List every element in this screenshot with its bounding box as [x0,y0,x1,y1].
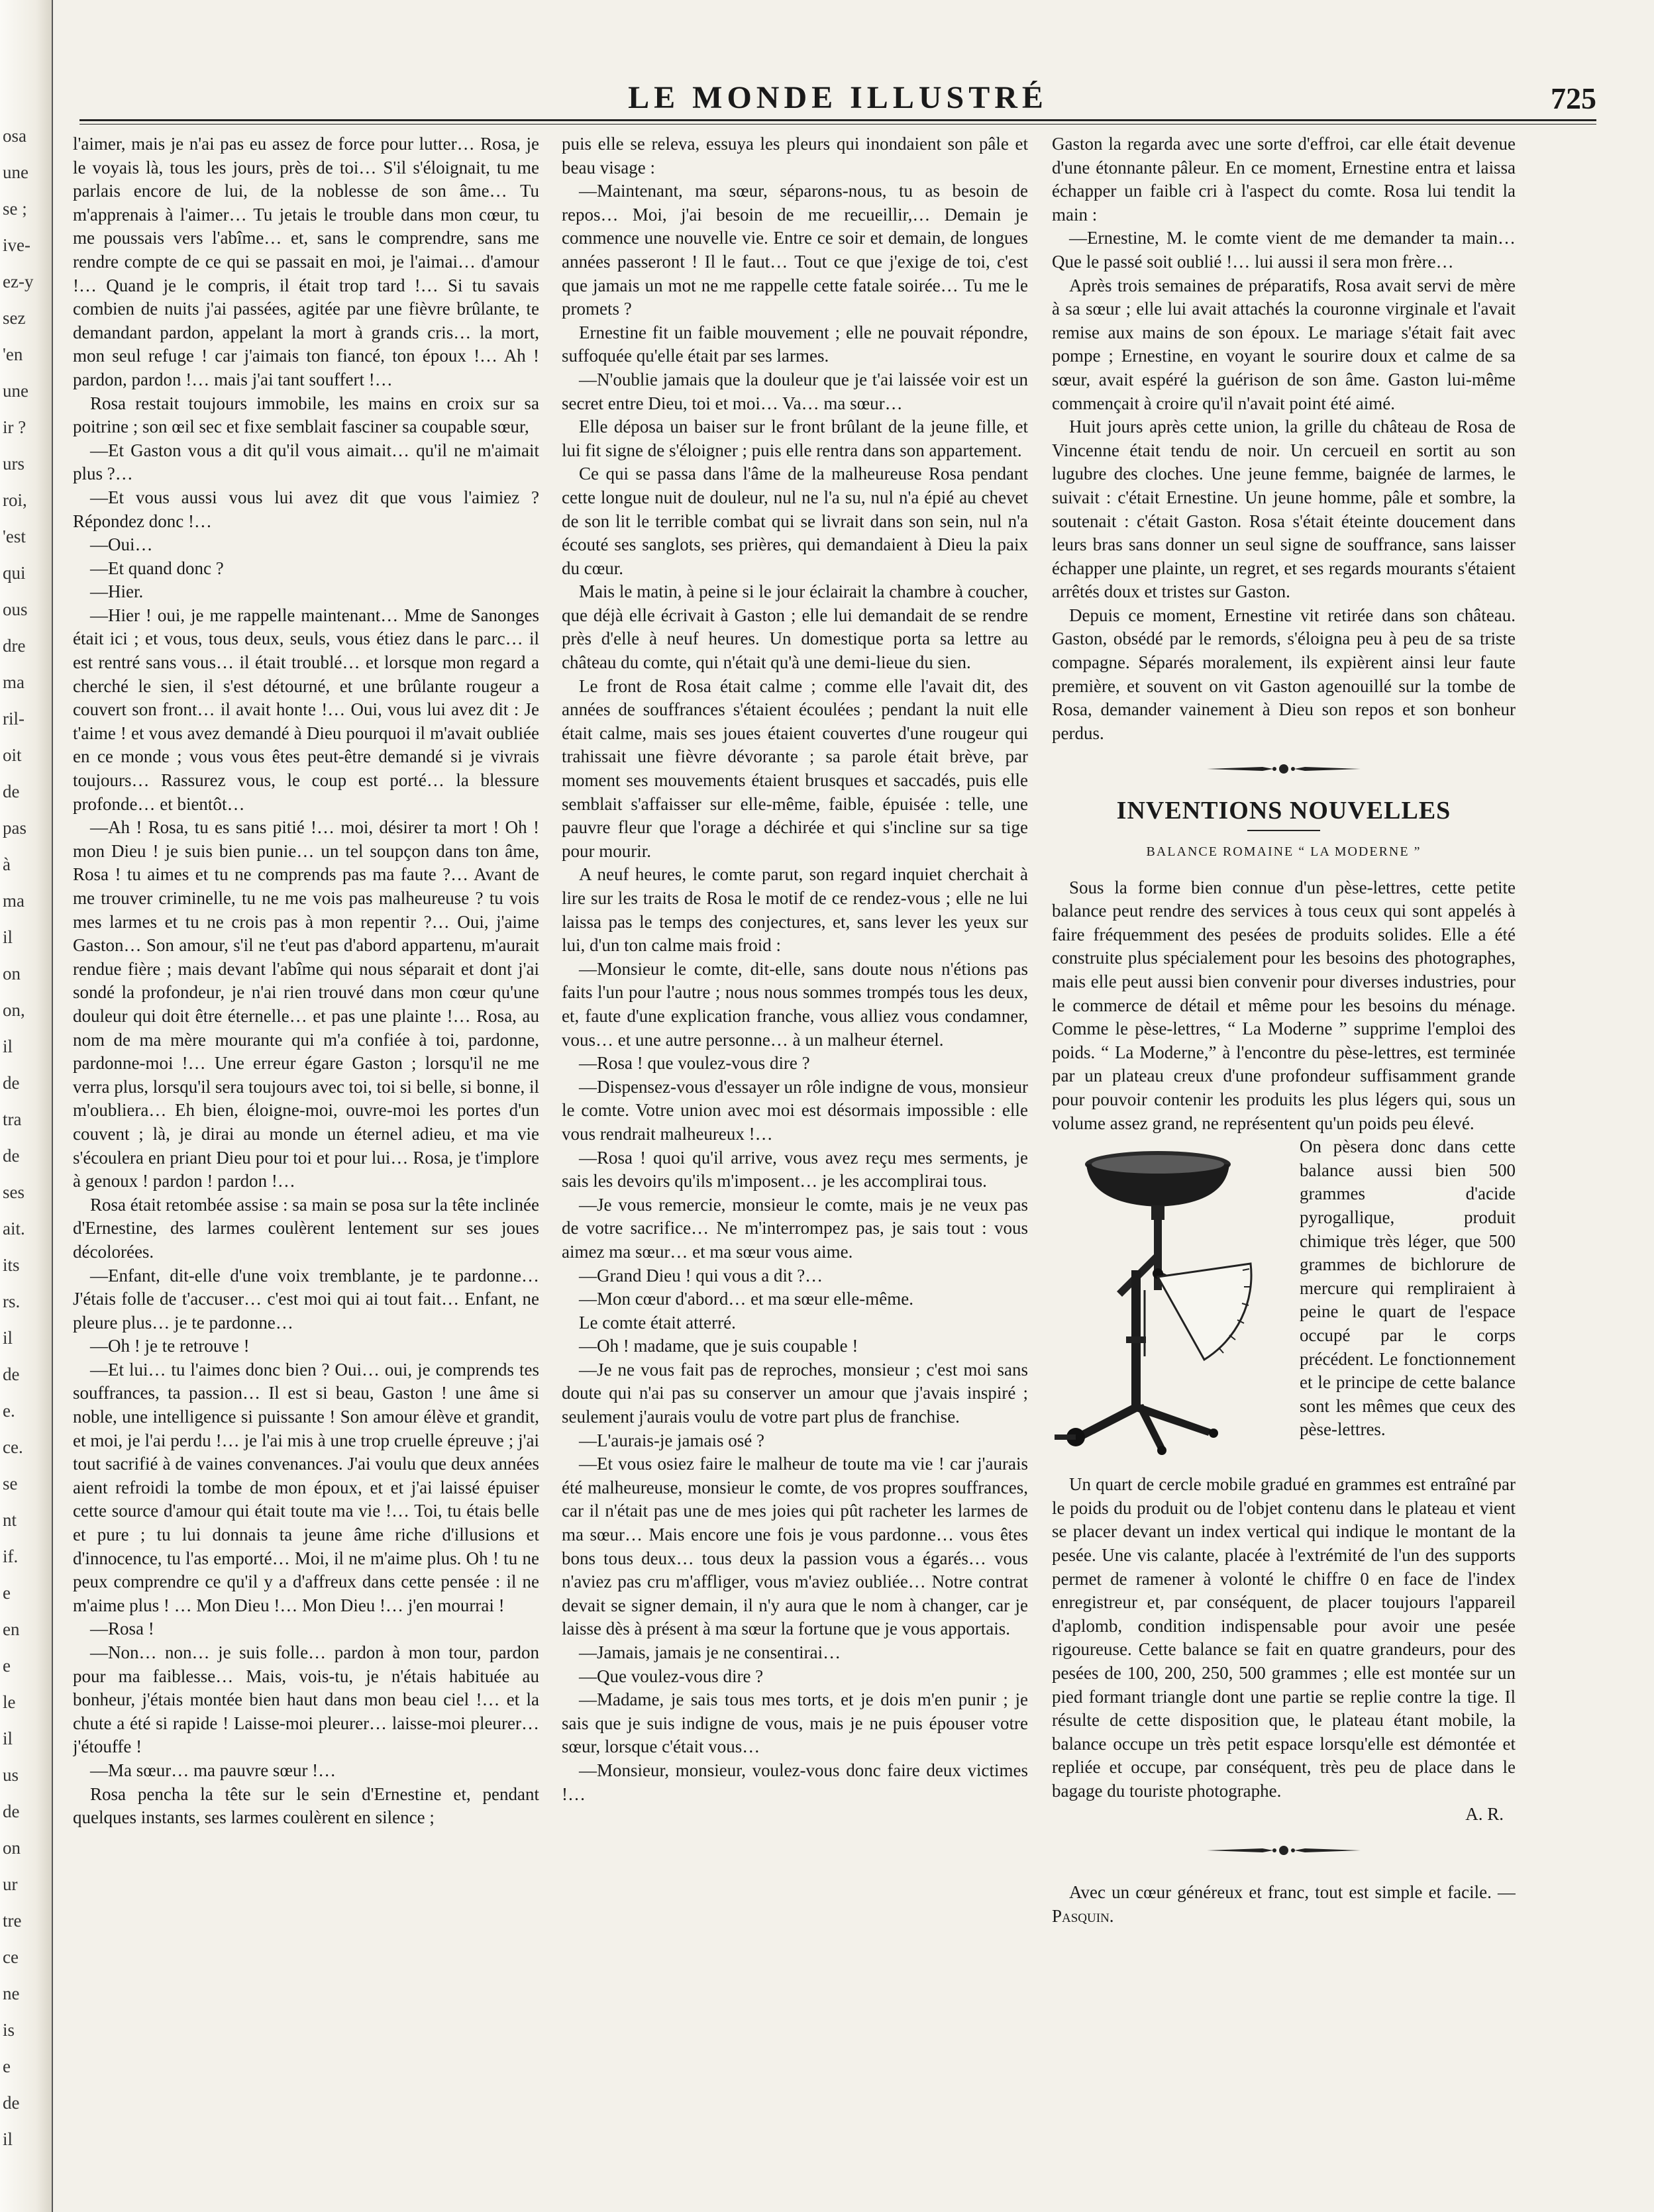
col2-paragraph: —N'oublie jamais que la douleur que je t'ai laissée voir est un secret entre Dieu, toi et moi… Va… ma sœur… [562,369,1028,413]
col1-paragraph: l'aimer, mais je n'ai pas eu assez de force pour lutter… Rosa, je le voyais là, tous les jours, près de toi… S'il s'éloignait, tu me parlais encore de lui, de la noblesse de son âme… Tu m'apprenais à l'aimer… Tu jetais le trouble dans mon cœur, tu me poussais vers l'abîme… et, sans le comprendre, sans me rendre compte de ce qui se passait en moi, je l'aimai… d'amour !… Quand je le compris, il était trop tard !… Si tu savais combien de nuits j'ai passées, agitée par une fièvre brûlante, te demandant pardon, appelant la mort à grands cris… la mort, mon seul refuge ! car j'aimais ton fiancé, ton époux !… Ah ! pardon, pardon !… mais j'ai tant souffert !… [73,134,539,389]
edge-fragment: se ; [3,199,27,219]
edge-fragment: e [3,1656,11,1676]
edge-fragment: ez-y [3,272,34,291]
article-signature: A. R. [1465,1804,1504,1825]
edge-fragment: une [3,381,28,401]
col1-paragraph: —Hier ! oui, je me rappelle maintenant… Mme de Sanonges était ici ; et vous, tous deux, seuls, vous étiez dans le parc… il est rentré sans vous… il était troublé… et lorsque mon regard a cherché le sien, il s'est détourné, et une brûlante rougeur a couvert son front… il avait honte !… Oui, vous lui avez dit : Je t'aime ! et vous avez demandé à Dieu pourquoi il m'avait oubliée en ce monde ; vous vous êtes peut-être demandé si je vivrais toujours… Rassurez vous, le coup est porté… la blessure profonde… et bientôt… [73,605,539,814]
edge-fragment: en [3,1619,20,1639]
col2-paragraph: —Grand Dieu ! qui vous a dit ?… [579,1265,823,1285]
col1-paragraph: —Rosa ! [90,1619,154,1639]
col1-paragraph: Rosa restait toujours immobile, les mains en croix sur sa poitrine ; son œil sec et fixe semblait fasciner sa coupable sœur, [73,393,539,437]
edge-fragment: ait. [3,1219,25,1238]
edge-fragment: ir ? [3,417,26,437]
edge-fragment: ce [3,1947,19,1967]
edge-fragment: ma [3,672,25,692]
col1-paragraph: —Et quand donc ? [90,558,224,578]
text-column-3 [1052,132,1516,2159]
col2-paragraph: Le comte était atterré. [579,1312,736,1332]
edge-fragment: e [3,2056,11,2076]
section-subtitle: BALANCE ROMAINE “ LA MODERNE ” [1146,844,1421,860]
edge-fragment: its [3,1255,20,1275]
col2-paragraph: puis elle se releva, essuya les pleurs qui inondaient son pâle et beau visage : [562,134,1028,177]
inventions-paragraph-1: Sous la forme bien connue d'un pèse-lettres, cette petite balance peut rendre des services à tous ceux qui sont appelés à faire fréquemment des pesées de produits solides. Elle a été construite plus spécialement pour les besoins des photographes, mais elle peut aussi bien convenir pour diverses industries, pour le commerce de détail et même pour les besoins du ménage. Comme le pèse-lettres, “ La Moderne ” supprime l'emploi des poids. “ La Moderne,” à l'encontre du pèse-lettres, est terminée par un plateau creux d'une profondeur suffisamment grande pour pouvoir contenir les produits les plus légers qui, sous un volume assez grand, ne représentent qu'un poids peu élevé. [1052,877,1516,1133]
edge-fragment: tre [3,1911,22,1931]
text-column-1 [73,132,539,2159]
journal-title: LE MONDE ILLUSTRÉ [628,80,1048,115]
header-rule-thin [79,124,1596,125]
edge-fragment: à [3,854,11,874]
col1-paragraph: —Et Gaston vous a dit qu'il vous aimait… qu'il ne m'aimait plus ?… [73,440,539,484]
edge-fragment: une [3,162,28,182]
edge-fragment: tra [3,1109,22,1129]
col1-paragraph: —Ah ! Rosa, tu es sans pitié !… moi, désirer ta mort ! Oh ! mon Dieu ! je suis bien punie… un tel soupçon dans ton âme, Rosa ! tu aimes et tu ne comprends pas ma faute ?… Avant de me trouver criminelle, tu ne me vois pas malheureuse ? tu vois mes larmes et tu ne crois pas à mon repentir ?… Oui, j'aime Gaston… Son amour, s'il ne t'eut pas d'abord appartenu, m'aurait rendue fière ; mais devant l'abîme qui nous séparait et dont j'ai sondé la profondeur, je n'ai rien trouvé dans mon cœur qu'une douleur qui doit être éternelle… et pas une plainte !… Rosa, au nom de ma mère mourante qui m'a confiée à toi, pardonne, pardonne-moi !… Une erreur égare Gaston ; lorsqu'il ne me verra plus, lorsqu'il sera toujours avec toi, toi si belle, si bonne, il m'oubliera… Eh bien, éloigne-moi, ouvre-moi les portes d'un couvent ; là, je dirai au monde un éternel adieu, et ma vie s'écoulera en priant Dieu pour toi et pour lui… Rosa, je t'implore à genoux ! pardon ! pardon !… [73,817,539,1191]
text-column-2 [562,132,1028,2159]
col2-paragraph: Mais le matin, à peine si le jour éclairait la chambre à coucher, que déjà elle écrivait à Gaston ; elle lui demandait de se rendre près d'elle à neuf heures. Un domestique porta sa lettre au château du comte, qui n'était qu'à une demi-lieue du sien. [562,581,1028,673]
col2-paragraph: —Jamais, jamais je ne consentirai… [579,1642,841,1662]
edge-fragment: il [3,2129,13,2149]
col2-paragraph: A neuf heures, le comte parut, son regard inquiet cherchait à lire sur les traits de Rosa le motif de ce rendez-vous ; elle ne lui laissa pas le temps des conjectures, et, sans lever les yeux sur lui, d'un ton calme mais froid : [562,864,1028,956]
col1-paragraph: —Ma sœur… ma pauvre sœur !… [90,1760,336,1780]
figure-row [1052,1135,1516,1473]
edge-fragment: ma [3,891,25,911]
col1-paragraph: —Et vous aussi vous lui avez dit que vous l'aimiez ? Répondez donc !… [73,487,539,531]
col2-paragraph: —Oh ! madame, que je suis coupable ! [579,1336,858,1356]
page-number: 725 [1551,81,1596,115]
edge-fragment: roi, [3,490,27,510]
scale-drawing [1052,1138,1290,1469]
col1-paragraph: Rosa était retombée assise : sa main se posa sur la tête inclinée d'Ernestine, des larmes coulèrent lentement sur ses joues décolorées. [73,1194,539,1262]
col2-paragraph: —Que voulez-vous dire ? [579,1666,764,1686]
col2-paragraph: —Rosa ! quoi qu'il arrive, vous avez reçu mes serments, je sais les devoirs qu'ils m'imposent… je les accomplirai tous. [562,1147,1028,1191]
inventions-paragraph-2: On pèsera donc dans cette balance aussi bien 500 grammes d'acide pyrogallique, produit chimique très léger, que 500 grammes de bichlorure de mercure qui rempliraient à peine le quart de l'espace occupé par le corps précédent. Le fonctionnement et le principe de cette balance sont les mêmes que ceux des pèse-lettres. [1300,1136,1516,1440]
edge-fragment: il [3,1328,13,1348]
col2-paragraph: —Je vous remercie, monsieur le comte, mais je ne veux pas de votre sacrifice… Ne m'interrompez pas, je sais tout : vous aimez ma sœur… et ma sœur vous aime. [562,1194,1028,1262]
edge-fragment: 'en [3,344,23,364]
edge-fragment: dre [3,636,26,656]
section-title: INVENTIONS NOUVELLES [1116,797,1451,825]
edge-fragment: oit [3,745,22,765]
page-header [79,78,1596,118]
edge-fragment: ous [3,599,28,619]
edge-fragment: sez [3,308,26,328]
edge-fragment: le [3,1692,16,1712]
divider-ornament-icon [1204,1842,1363,1858]
edge-fragment: ses [3,1182,25,1202]
col2-paragraph: —Monsieur le comte, dit-elle, sans doute nous n'étions pas faits l'un pour l'autre ; nous nous sommes trompés tous les deux, et, faute d'une explication franche, vous alliez vous condamner, vous… et une autre personne… à un malheur éternel. [562,958,1028,1050]
inventions-paragraph-3: Un quart de cercle mobile gradué en grammes est entraîné par le poids du produit ou de l'objet contenu dans le plateau et vient se placer devant un index vertical qui indique le montant de la pesée. Une vis calante, placée à l'extrémité de l'un des supports permet de ramener à volonté le chiffre 0 en face de l'index enregistreur et, par conséquent, de placer toujours l'appareil d'aplomb, condition indispensable pour avoir une pesée rigoureuse. Cette balance se fait en quatre grandeurs, pour des pesées de 100, 200, 250, 500 grammes ; elle est montée sur un pied formant triangle dont une partie se replie contre la tige. Il résulte de cette disposition que, le plateau étant mobile, la balance occupe un très petit espace lorsqu'elle est démontée et repliée et occupe, par conséquent, très peu de place dans le bagage du touriste photographe. [1052,1474,1516,1801]
edge-fragment: ive- [3,235,30,255]
quote-text: Avec un cœur généreux et franc, tout est simple et facile. [1069,1882,1492,1903]
col2-paragraph: Ernestine fit un faible mouvement ; elle ne pouvait répondre, suffoquée qu'elle était par ses larmes. [562,322,1028,366]
edge-fragment: nt [3,1510,17,1530]
edge-fragment: e [3,1583,11,1603]
col1-paragraph: —Oui… [90,534,153,555]
edge-fragment: ce. [3,1437,23,1457]
edge-fragment: is [3,2020,15,2040]
edge-fragment: de [3,2093,20,2113]
section-title-rule [1247,830,1320,831]
edge-fragment: pas [3,818,26,838]
col1-paragraph: —Enfant, dit-elle d'une voix tremblante, je te pardonne… J'étais folle de t'accuser… c'est moi qui ai tout fait… Enfant, ne pleure plus… je te pardonne… [73,1265,539,1332]
edge-fragment: il [3,1729,13,1748]
header-rule [79,119,1596,121]
edge-fragment: de [3,1364,20,1384]
story-conclusion [1052,132,1516,745]
col2-paragraph: Ce qui se passa dans l'âme de la malheureuse Rosa pendant cette longue nuit de douleur, nul ne l'a su, nul n'a épié au chevet de son lit le terrible combat qui se livrait dans son sein, nul n'a écouté ses sanglots, ses prières, qui demandaient à Dieu la paix du cœur. [562,464,1028,578]
col2-paragraph: —Dispensez-vous d'essayer un rôle indigne de vous, monsieur le comte. Votre union avec moi est désormais impossible : elle vous rendrait malheureux !… [562,1076,1028,1144]
edge-fragment: urs [3,454,25,474]
edge-fragment: de [3,781,20,801]
col1-paragraph: —Hier. [90,581,144,602]
col2-paragraph: Le front de Rosa était calme ; comme elle l'avait dit, des années de souffrances s'étaient écoulées ; pendant la nuit elle était calme, mais ses joues étaient couvertes d'une rougeur qui trahissait une fièvre dévorante ; sa parole était brève, par moment ses mouvements étaient brusques et saccadés, puis elle semblait s'affaisser sur elle-même, faible, épuisée : telle, une pauvre fleur que l'orage a déchirée et qui s'incline sur sa tige pour mourir. [562,676,1028,861]
col1-paragraph: —Et lui… tu l'aimes donc bien ? Oui… oui, je comprends tes souffrances, ta passion… Il est si beau, Gaston ! une âme si noble, une intelligence si puissante ! Son amour élève et grandit, et moi, je l'ai perdu !… je l'ai mis à une trop cruelle épreuve ; j'ai tout sacrifié à de vaines convenances. J'ai voulu que deux années aient refroidi la tombe de mon époux, et et j'ai laissé épuiser cette source d'amour qui était toute ma vie !… Toi, tu étais belle et pure ; tu lui donnais ta jeune âme riche d'illusions et d'innocence, tu l'as emporté… Moi, il ne m'aime plus. Oh ! tu ne peux comprendre ce qu'il y a d'affreux dans cette pensée : il ne m'aime plus ! … Mon Dieu !… Mon Dieu !… j'en mourrai ! [73,1359,539,1615]
col1-paragraph: Rosa pencha la tête sur le sein d'Ernestine et, pendant quelques instants, ses larmes coulèrent en silence ; [73,1784,539,1828]
edge-fragment: e. [3,1401,15,1421]
col2-paragraph: —L'aurais-je jamais osé ? [579,1430,765,1450]
col3-paragraph: Gaston la regarda avec une sorte d'effroi, car elle était devenue d'une étonnante pâleur. En ce moment, Ernestine entra et laissa échapper un faible cri à l'aspect du comte. Rosa lui tendit la main : [1052,134,1516,225]
col1-paragraph: —Non… non… je suis folle… pardon à mon tour, pardon pour ma faiblesse… Mais, vois-tu, je n'étais habituée au bonheur, j'étais montée bien haut dans mon beau ciel !… et la chute a été si rapide ! Laisse-moi pleurer… laisse-moi pleurer… j'étouffe ! [73,1642,539,1757]
edge-fragment: 'est [3,527,26,546]
edge-fragment: se [3,1474,18,1493]
col2-paragraph: —Mon cœur d'abord… et ma sœur elle-même. [579,1289,913,1309]
scale-illustration [1052,1138,1290,1469]
col2-paragraph: —Monsieur, monsieur, voulez-vous donc faire deux victimes !… [562,1760,1028,1804]
col2-paragraph: —Et vous osiez faire le malheur de toute ma vie ! car j'aurais été malheureuse, monsieur le comte, de vos propres souffrances, car il n'était pas une de mes joies qui pût racheter les larmes de ma sœur… Mais encore une fois je vous pardonne… vous êtes bons tous deux… tous deux la passion vous a égarés… vous n'aviez pas cru m'affliger, vous m'aviez oubliée… Notre contrat devait se signer demain, il n'y aura que le nom à changer, car je laisse dès à présent à ma sœur la fortune que je vous apportais. [562,1454,1028,1639]
edge-fragment: rs. [3,1291,21,1311]
col3-paragraph: Après trois semaines de préparatifs, Rosa avait servi de mère à sa sœur ; elle lui avait attachés la couronne virginale et l'avait remise aux mains de son époux. Le mariage s'était fait avec pompe ; Ernestine, en voyant le sourire doux et calme de sa sœur, avait espéré la guérison de son âme. Gaston lui-même commençait à croire qu'il n'avait point été aimé. [1052,275,1516,413]
col1-paragraph: —Oh ! je te retrouve ! [90,1336,250,1356]
divider-ornament-icon [1204,761,1363,777]
edge-fragment: on, [3,1000,25,1020]
col2-paragraph: —Je ne vous fait pas de reproches, monsieur ; c'est moi sans doute qui n'ai pas su conserver un amour que j'avais inspiré ; seulement j'aurais voulu de votre part plus de franchise. [562,1359,1028,1427]
edge-fragment: de [3,1073,20,1093]
edge-fragment: on [3,964,21,983]
edge-fragment: ur [3,1874,18,1894]
col3-paragraph: Depuis ce moment, Ernestine vit retirée dans son château. Gaston, obsédé par le remords, s'éloigna peu à peu de sa triste compagne. Séparés moralement, ils expièrent ainsi leur faute première, et souvent on vit Gaston agenouillé sur la tombe de Rosa, demander vainement à Dieu son repos et son bonheur perdus. [1052,605,1516,743]
edge-fragment: de [3,1146,20,1166]
edge-fragment: il [3,927,13,947]
col3-paragraph: —Ernestine, M. le comte vient de me demander ta main… Que le passé soit oublié !… lui aussi il sera mon frère… [1052,228,1516,272]
col2-paragraph: —Maintenant, ma sœur, séparons-nous, tu as besoin de repos… Moi, j'ai besoin de me recueillir,… Demain je commence une nouvelle vie. Entre ce soir et demain, de longues années passeront ! Il le faut… Tout ce que j'exige de toi, c'est que jamais un mot ne me rappelle cette fatale soirée… Tu me le promets ? [562,181,1028,319]
col2-paragraph: —Rosa ! que voulez-vous dire ? [579,1053,810,1074]
edge-fragment: on [3,1838,21,1858]
quote-author: —Pasquin. [1052,1882,1516,1926]
edge-fragment: osa [3,126,26,146]
edge-fragment: il [3,1036,13,1056]
edge-fragment: ril- [3,709,25,729]
edge-fragment: de [3,1801,20,1821]
edge-fragment: us [3,1765,19,1785]
col2-paragraph: —Madame, je sais tous mes torts, et je dois m'en punir ; je sais que je suis indigne de vous, mais je ne puis épouser votre sœur, lorsque c'était vous… [562,1689,1028,1757]
closing-quote [1052,1881,1516,1928]
edge-fragment: ne [3,1984,20,2003]
facing-page-edge [0,0,53,2212]
edge-fragment: qui [3,563,26,583]
edge-fragment: if. [3,1546,19,1566]
col3-paragraph: Huit jours après cette union, la grille du château de Rosa de Vincenne était tendu de noir. Un cercueil en sortit au son lugubre des cloches. Une jeune femme, baignée de larmes, le suivait : c'était Ernestine. Un jeune homme, pâle et sombre, la soutenait : c'était Gaston. Rosa s'était éteinte doucement dans leurs bras sans donner un seul signe de souffrance, sans laisser échapper une plainte, un regret, et ses regards mourants s'étaient arrêtés doux et tristes sur Gaston. [1052,417,1516,602]
col2-paragraph: Elle déposa un baiser sur le front brûlant de la jeune fille, et lui fit signe de s'éloigner ; puis elle rentra dans son appartement. [562,417,1028,460]
